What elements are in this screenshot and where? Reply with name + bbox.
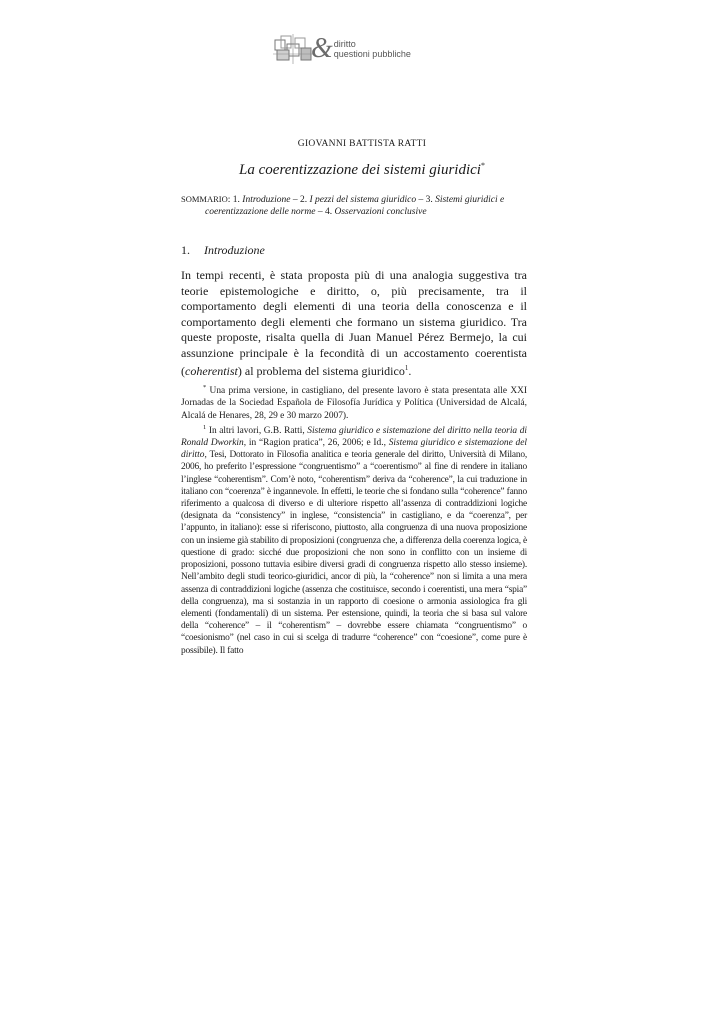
section-number: 1. xyxy=(181,243,190,257)
summary-item: coerentizzazione delle norme xyxy=(205,207,316,217)
summary xyxy=(181,193,526,218)
paragraph-text: In tempi recenti, è stata proposta più di una analogia suggestiva tra teorie epistemologiche e diritto, o, più precisamente, tra il comportamento degli elementi di una teoria della conoscenza e il comportamento degli elementi che formano un sistema giuridico. Tra queste proposte, risalta quella di Juan Manuel Pérez Bermejo, la cui assunzione principale è la fecondità di un accostamento coerentista ( xyxy=(181,268,527,378)
logo-grid-icon xyxy=(273,34,315,64)
footnotes xyxy=(181,382,527,657)
footnote-text: , Tesi, Dottorato in Filosofia analitica e teoria generale del diritto, Università di Milano, 2006, ho preferito l’espressione “congruentismo” a “coerentismo” al fine di rendere in italiano l’inglese “coherentism”. Com’è noto, “coherentism” deriva da “coherence”, la cui traduzione in italiano con “coerenza” è ingannevole. In effetti, le teorie che si fondano sulla “coherence” fanno riferimento a qualcosa di diverso e di ulteriore rispetto all’assenza di contraddizioni logiche (designata da “consistency” in inglese, “consistencia” in castigliano, e da “coerenza”, per l’appunto, in italiano): esse si riferiscono, piuttosto, alla congruenza di una nuova proposizione con un insieme già stabilito di proposizioni (congruenza che, a differenza della coerenza logica, è questione di grado: sicché due proposizioni che non sono in conflitto con un insieme di proposizioni, possono tuttavia esibire diversi gradi di congruenza rispetto allo stesso insieme). Nell’ambito degli studi teorico-giuridici, ancor di più, la “coherence” non si limita a una mera assenza di contraddizioni logiche (assenza che costituisce, secondo i coerentisti, una mera “spia” della congruenza), ma si sostanzia in un rapporto di coesione o armonia assiologica fra gli elementi (fondamentali) di un sistema. Per estensione, quindi, la teoria che si basa sul valore della “coherence” – il “coherentism” – dovrebbe essere chiamata “congruentismo” o “coesionismo” (nel caso in cui si scelga di tradurre “coherence” con “coesione”, come pure è possibile). Il fatto xyxy=(181,450,527,656)
summary-text: – 3. xyxy=(416,195,436,205)
body-text xyxy=(181,268,527,380)
section-title: Introduzione xyxy=(204,243,265,257)
summary-label: SOMMARIO xyxy=(181,194,228,204)
logo-wordmark xyxy=(334,39,411,59)
summary-text: – 2. xyxy=(290,195,310,205)
summary-item: Sistemi giuridici e xyxy=(435,195,505,205)
summary-item: Introduzione xyxy=(242,195,291,205)
paragraph-text: . xyxy=(408,364,412,378)
footnote-text: Una prima versione, in castigliano, del presente lavoro è stata presentata alle XXI Jornadas de la Sociedad Española de Filosofía Jurídica y Política (Universidad de Alcalá, Alcalá de Henares, 28, 29 e 30 marzo 2007). xyxy=(181,386,528,421)
title-footnote-mark: * xyxy=(480,161,485,170)
footnote-text: , in “Ragion pratica”, 26, 2006; e Id., xyxy=(243,438,389,449)
summary-item: Osservazioni conclusive xyxy=(334,207,427,217)
footnote-ref[interactable]: 1 xyxy=(404,364,409,372)
logo-line-questioni: questioni pubbliche xyxy=(333,49,411,59)
paragraph-text: ) al problema del sistema giuridico xyxy=(237,364,405,378)
footnote xyxy=(181,382,527,422)
footnote-mark: 1 xyxy=(203,423,207,431)
article-title xyxy=(0,161,724,179)
author-name: GIOVANNI BATTISTA RATTI xyxy=(297,139,427,149)
section-heading xyxy=(181,243,265,258)
title-text: La coerentizzazione dei sistemi giuridici xyxy=(239,162,481,178)
summary-text: – 4. xyxy=(315,207,335,217)
footnote-text: In altri lavori, G.B. Ratti, xyxy=(208,425,308,436)
summary-text: : 1. xyxy=(227,195,243,205)
footnote-italic: Sistema giuridico e sistemazione del diritto nella teoria di Ronald Dworkin xyxy=(181,425,527,449)
logo-line-diritto: diritto xyxy=(333,39,356,49)
logo-ampersand: & xyxy=(311,33,333,64)
journal-logo xyxy=(273,34,411,64)
footnote-mark: * xyxy=(203,384,207,391)
footnote xyxy=(181,422,527,657)
summary-continuation xyxy=(181,206,526,218)
paragraph-italic: coherentist xyxy=(185,364,238,378)
summary-item: I pezzi del sistema giuridico xyxy=(309,195,417,205)
paragraph xyxy=(181,268,527,380)
footnote-italic: Sistema giuridico e sistemazione del diritto xyxy=(181,438,527,461)
